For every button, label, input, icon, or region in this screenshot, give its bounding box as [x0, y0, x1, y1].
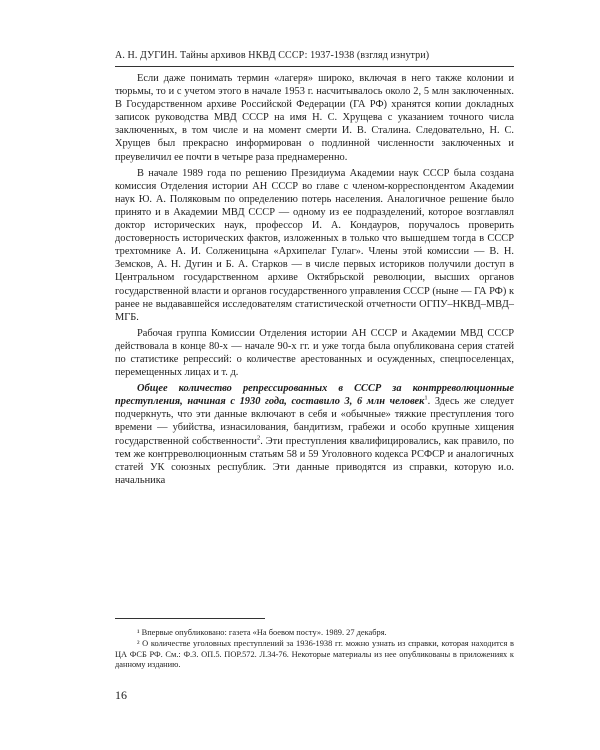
paragraph-4-end: . Эти преступления квалифицировались, как правило, по тем же контрреволюционным статьям 58 и 59 Уголовного кодекса РСФСР и аналогичных статей УК союзных республик. Эти данные приводятся из справки, которую и.о. начальника [115, 435, 514, 486]
page-number: 16 [115, 688, 127, 702]
emphasized-statement: Общее количество репрессированных в СССР за контрреволюционные преступления, начиная с 1930 года, составило 3, 6 млн человек [115, 383, 514, 408]
paragraph-4-middle: . Здесь же следует подчеркнуть, что эти данные включают в себя и «обычные» тяжкие преступления того времени — убийства, изнасилования, бандитизм, грабежи и особо крупные хищения государственной собственности [115, 396, 514, 447]
footnote-ref-2: 2 [257, 434, 261, 442]
footnotes [115, 628, 514, 671]
paragraph-3: Рабочая группа Комиссии Отделения истории АН СССР и Академии МВД СССР действовала в конце 80-х — начале 90-х гг. и уже тогда была опубликована серия статей по статистике репрессий: о количестве арестованных и осужденных, спецпоселенцах, перемещенных лицах и т. д. [115, 327, 514, 379]
paragraph-4 [115, 382, 514, 487]
footnote-2: ² О количестве уголовных преступлений за 1936-1938 гг. можно узнать из справки, которая находится в ЦА ФСБ РФ. См.: Ф.3. ОП.5. ПОР.572. Л.34-76. Некоторые материалы из нее опубликованы в приложениях к данному изданию. [115, 638, 514, 670]
footnote-1: ¹ Впервые опубликовано: газета «На боевом посту». 1989. 27 декабря. [137, 628, 387, 637]
header-rule [115, 66, 514, 67]
running-head: А. Н. ДУГИН. Тайны архивов НКВД СССР: 1937-1938 (взгляд изнутри) [115, 50, 430, 61]
footnote-ref-1: 1 [424, 394, 428, 402]
body-text [115, 72, 514, 487]
paragraph-1: Если даже понимать термин «лагеря» широко, включая в него также колонии и тюрьмы, то и с учетом этого в начале 1953 г. насчитывалось около 2, 5 млн заключенных. В Государственном архиве Российской Федерации (ГА РФ) хранятся копии докладных записок руководства МВД СССР на имя Н. С. Хрущева с указанием точного числа заключенных, в том числе и на момент смерти И. В. Сталина. Следовательно, Н. С. Хрущев был прекрасно информирован о подлинной численности заключенных и преувеличил ее почти в четыре раза преднамеренно. [115, 73, 514, 163]
paragraph-2: В начале 1989 года по решению Президиума Академии наук СССР была создана комиссия Отделения истории АН СССР во главе с членом-корреспондентом Академии наук Ю. А. Поляковым по определению потерь населения. Аналогичное решение было принято и в Академии МВД СССР — одному из ее подразделений, которое возглавлял доктор исторических наук, профессор И. А. Кондауров, поручалось проверить достоверность исторических фактов, изложенных в только что вышедшем тогда в СССР трехтомнике А. И. Солженицына «Архипелаг Гулаг». Члены этой комиссии — В. Н. Земсков, А. Н. Дугин и Б. А. Старков — в числе первых историков получили доступ в Центральном государственном архиве Октябрьской революции, высших органов государственной власти и органов государственного управления СССР (ныне — ГА РФ) к ранее не выдававшейся исследователям статистической отчетности ОГПУ–НКВД–МВД–МГБ. [115, 167, 514, 323]
footnote-rule [115, 618, 265, 619]
